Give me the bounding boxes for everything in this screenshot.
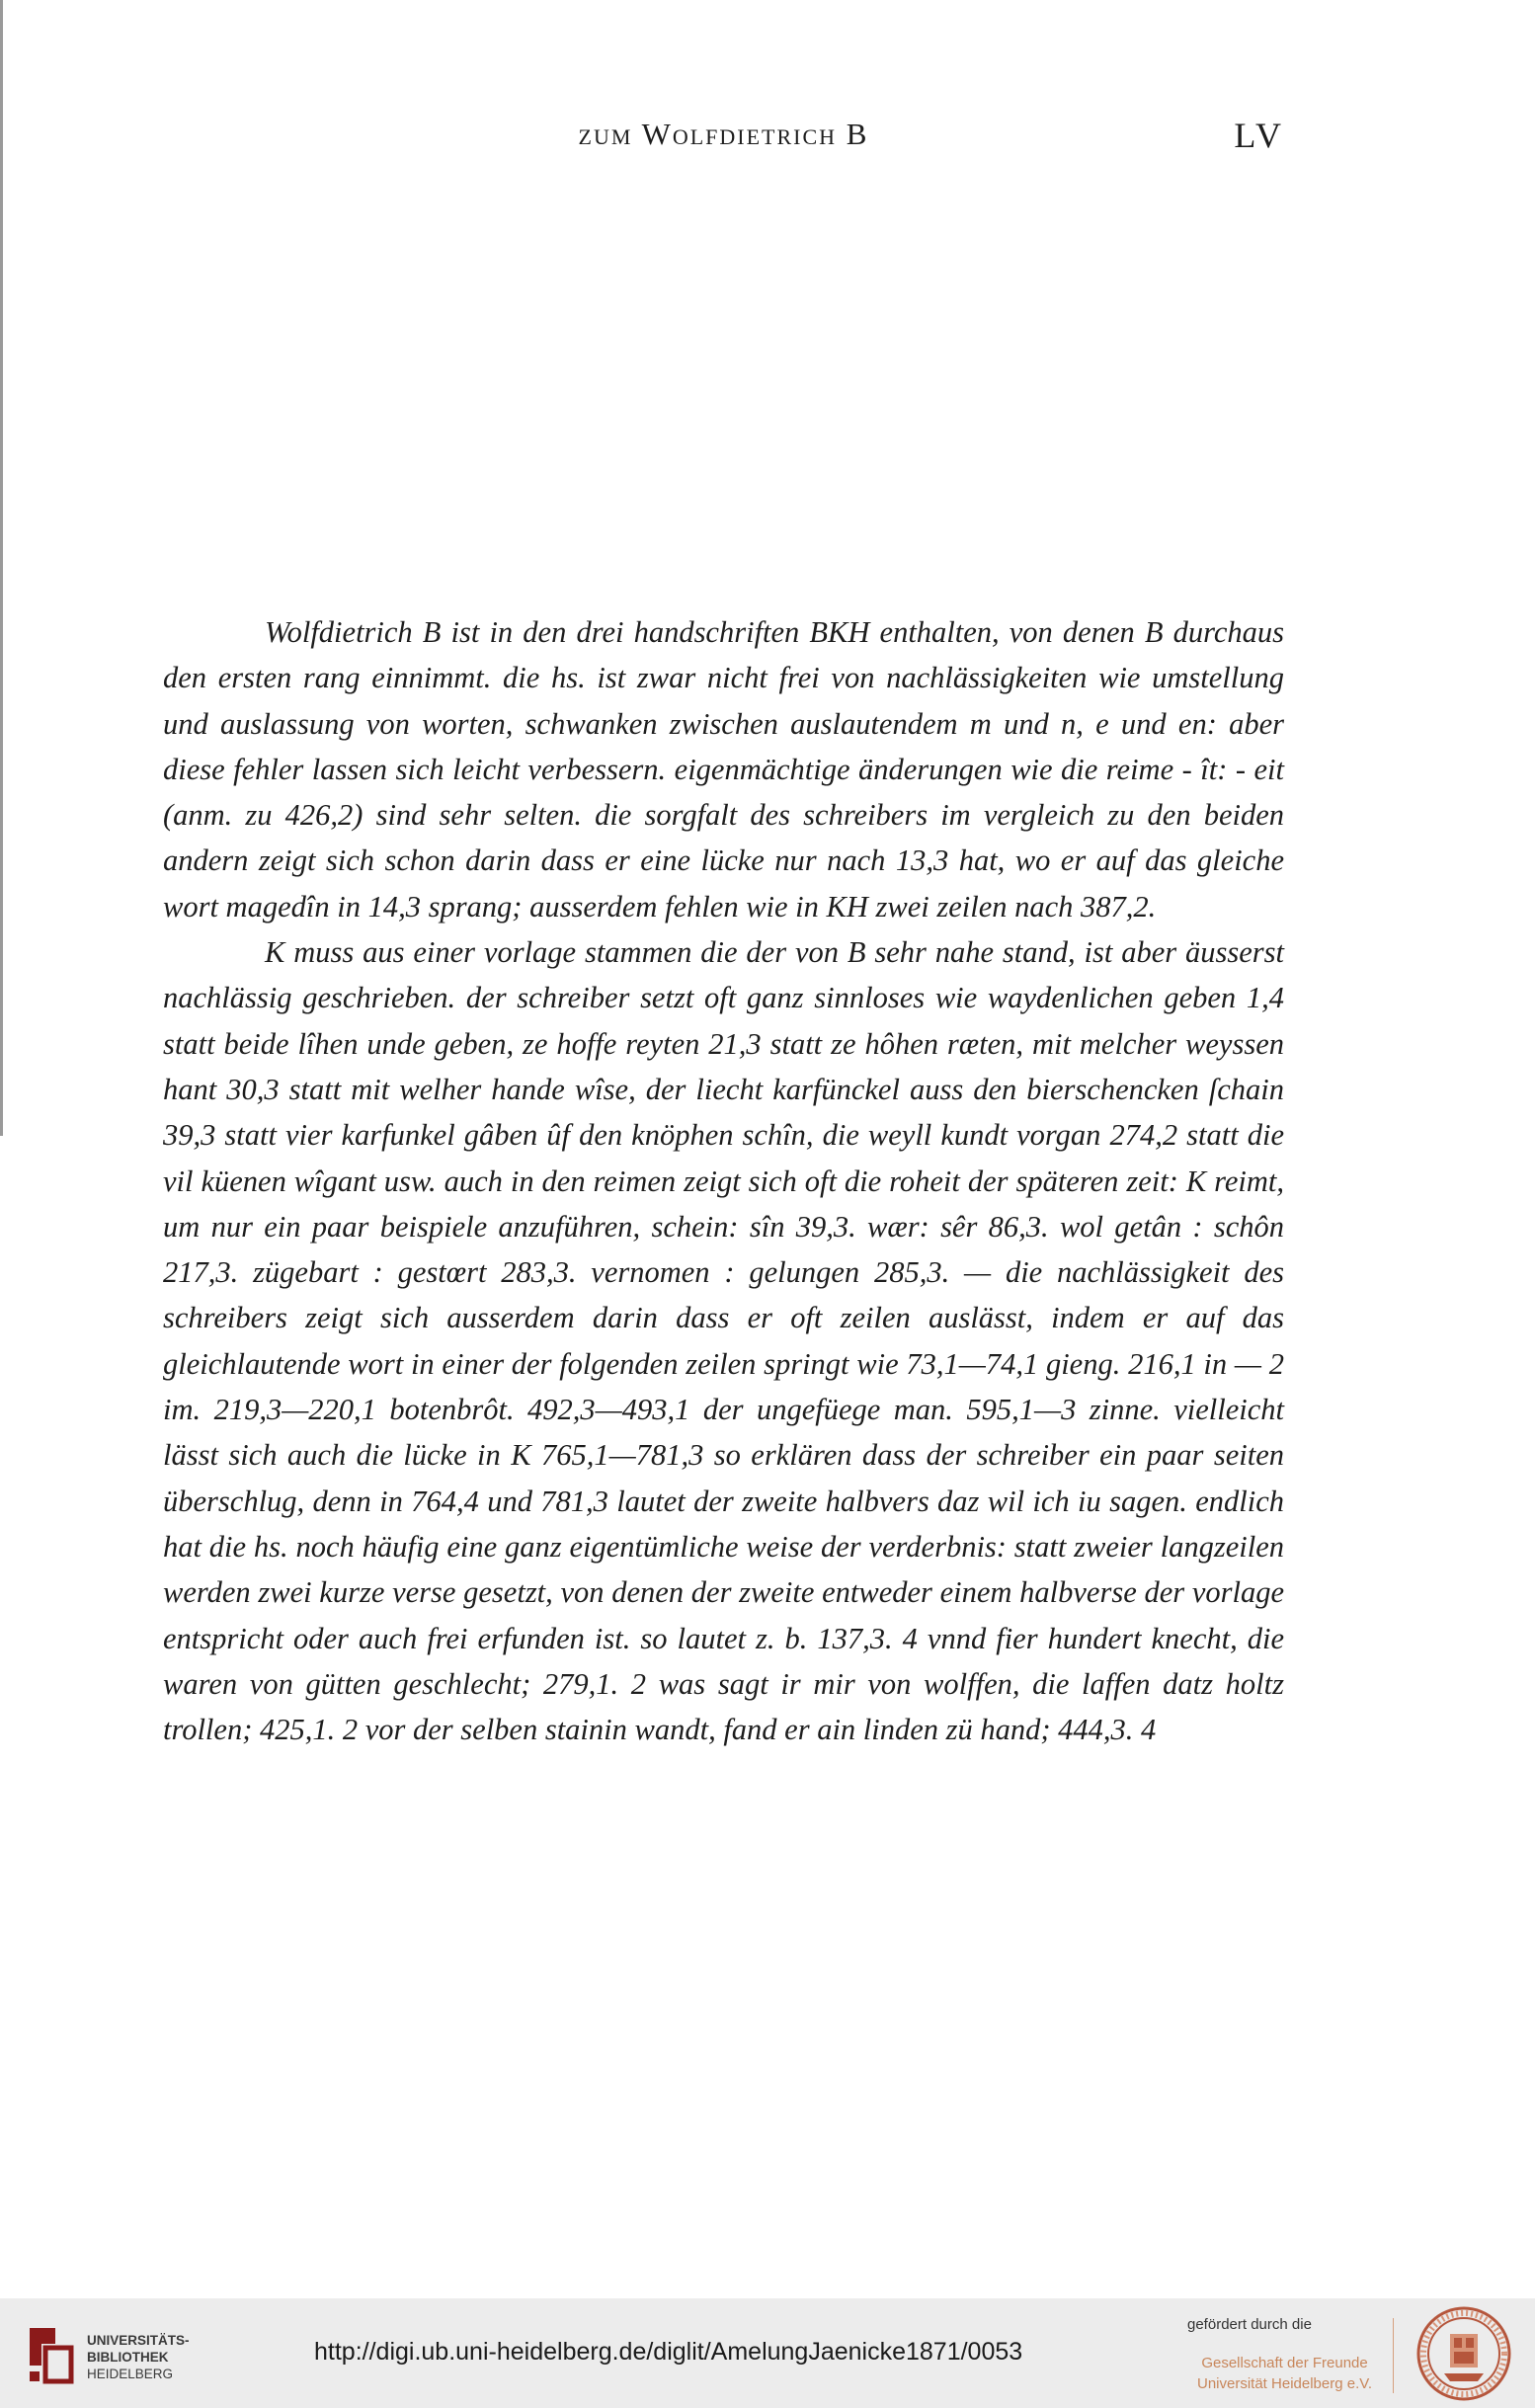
footer-divider	[1393, 2318, 1394, 2393]
society-line: Universität Heidelberg e.V.	[1197, 2375, 1373, 2392]
scan-edge-rule	[0, 0, 3, 1136]
university-seal-icon	[1414, 2304, 1513, 2403]
university-library-name	[87, 2332, 190, 2382]
running-title: zum Wolfdietrich B	[578, 117, 869, 151]
paragraph-wolfdietrich-b: Wolfdietrich B ist in den drei handschriften BKH enthalten, von denen B durchaus den ersten rang einnimmt. die hs. ist zwar nicht frei von nachlässigkeiten wie umstellung und auslassung von worten, schwanken zwischen auslautendem m und n, e und en: aber diese fehler lassen sich leicht verbessern. eigenmächtige änderungen wie die reime - ît: - eit (anm. zu 426,2) sind sehr selten. die sorgfalt des schreibers im vergleich zu den beiden andern zeigt sich schon darin dass er eine lücke nur nach 13,3 hat, wo er auf das gleiche wort magedîn in 14,3 sprang; ausserdem fehlen wie in KH zwei zeilen nach 387,2.	[163, 615, 1284, 923]
footer-bar	[0, 2298, 1535, 2408]
funded-by-label: gefördert durch die	[1187, 2316, 1312, 2333]
running-head	[163, 117, 1284, 166]
library-line: HEIDELBERG	[87, 2367, 174, 2381]
library-line: UNIVERSITÄTS-	[87, 2333, 190, 2348]
body-text	[163, 609, 1284, 1752]
society-name	[1197, 2353, 1372, 2394]
page-number: LV	[1234, 116, 1284, 155]
society-line: Gesellschaft der Freunde	[1201, 2355, 1368, 2371]
permalink-url[interactable]: http://digi.ub.uni-heidelberg.de/diglit/AmelungJaenicke1871/0053	[314, 2338, 1023, 2366]
university-library-logo-icon	[26, 2324, 75, 2385]
library-line: BIBLIOTHEK	[87, 2350, 169, 2365]
paragraph-handschrift-k: K muss aus einer vorlage stammen die der von B sehr nahe stand, ist aber äusserst nachlässig geschrieben. der schreiber setzt oft ganz sinnloses wie waydenlichen geben 1,4 statt beide lîhen unde geben, ze hoffe reyten 21,3 statt ze hôhen ræten, mit melcher weyssen hant 30,3 statt mit welher hande wîse, der liecht karfünckel auss den bierschencken ſchain 39,3 statt vier karfunkel gâben ûf den knöphen schîn, die weyll kundt vorgan 274,2 statt die vil küenen wîgant usw. auch in den reimen zeigt sich oft die roheit der späteren zeit: K reimt, um nur ein paar beispiele anzuführen, schein: sîn 39,3. wær: sêr 86,3. wol getân : schôn 217,3. zügebart : gestœrt 283,3. vernomen : gelungen 285,3. — die nachlässigkeit des schreibers zeigt sich ausserdem darin dass er oft zeilen auslässt, indem er auf das gleichlautende wort in einer der folgenden zeilen springt wie 73,1—74,1 gieng. 216,1 in — 2 im. 219,3—220,1 botenbrôt. 492,3—493,1 der ungefüege man. 595,1—3 zinne. vielleicht lässt sich auch die lücke in K 765,1—781,3 so erklären dass der schreiber ein paar seiten überschlug, denn in 764,4 und 781,3 lautet der zweite halbvers daz wil ich iu sagen. endlich hat die hs. noch häufig eine ganz eigentümliche weise der verderbnis: statt zweier langzeilen werden zwei kurze verse gesetzt, von denen der zweite entweder einem halbverse der vorlage entspricht oder auch frei erfunden ist. so lautet z. b. 137,3. 4 vnnd fier hundert knecht, die waren von gütten geschlecht; 279,1. 2 was sagt ir mir von wolffen, die laffen datz holtz trollen; 425,1. 2 vor der selben stainin wandt, fand er ain linden zü hand; 444,3. 4	[163, 935, 1284, 1747]
